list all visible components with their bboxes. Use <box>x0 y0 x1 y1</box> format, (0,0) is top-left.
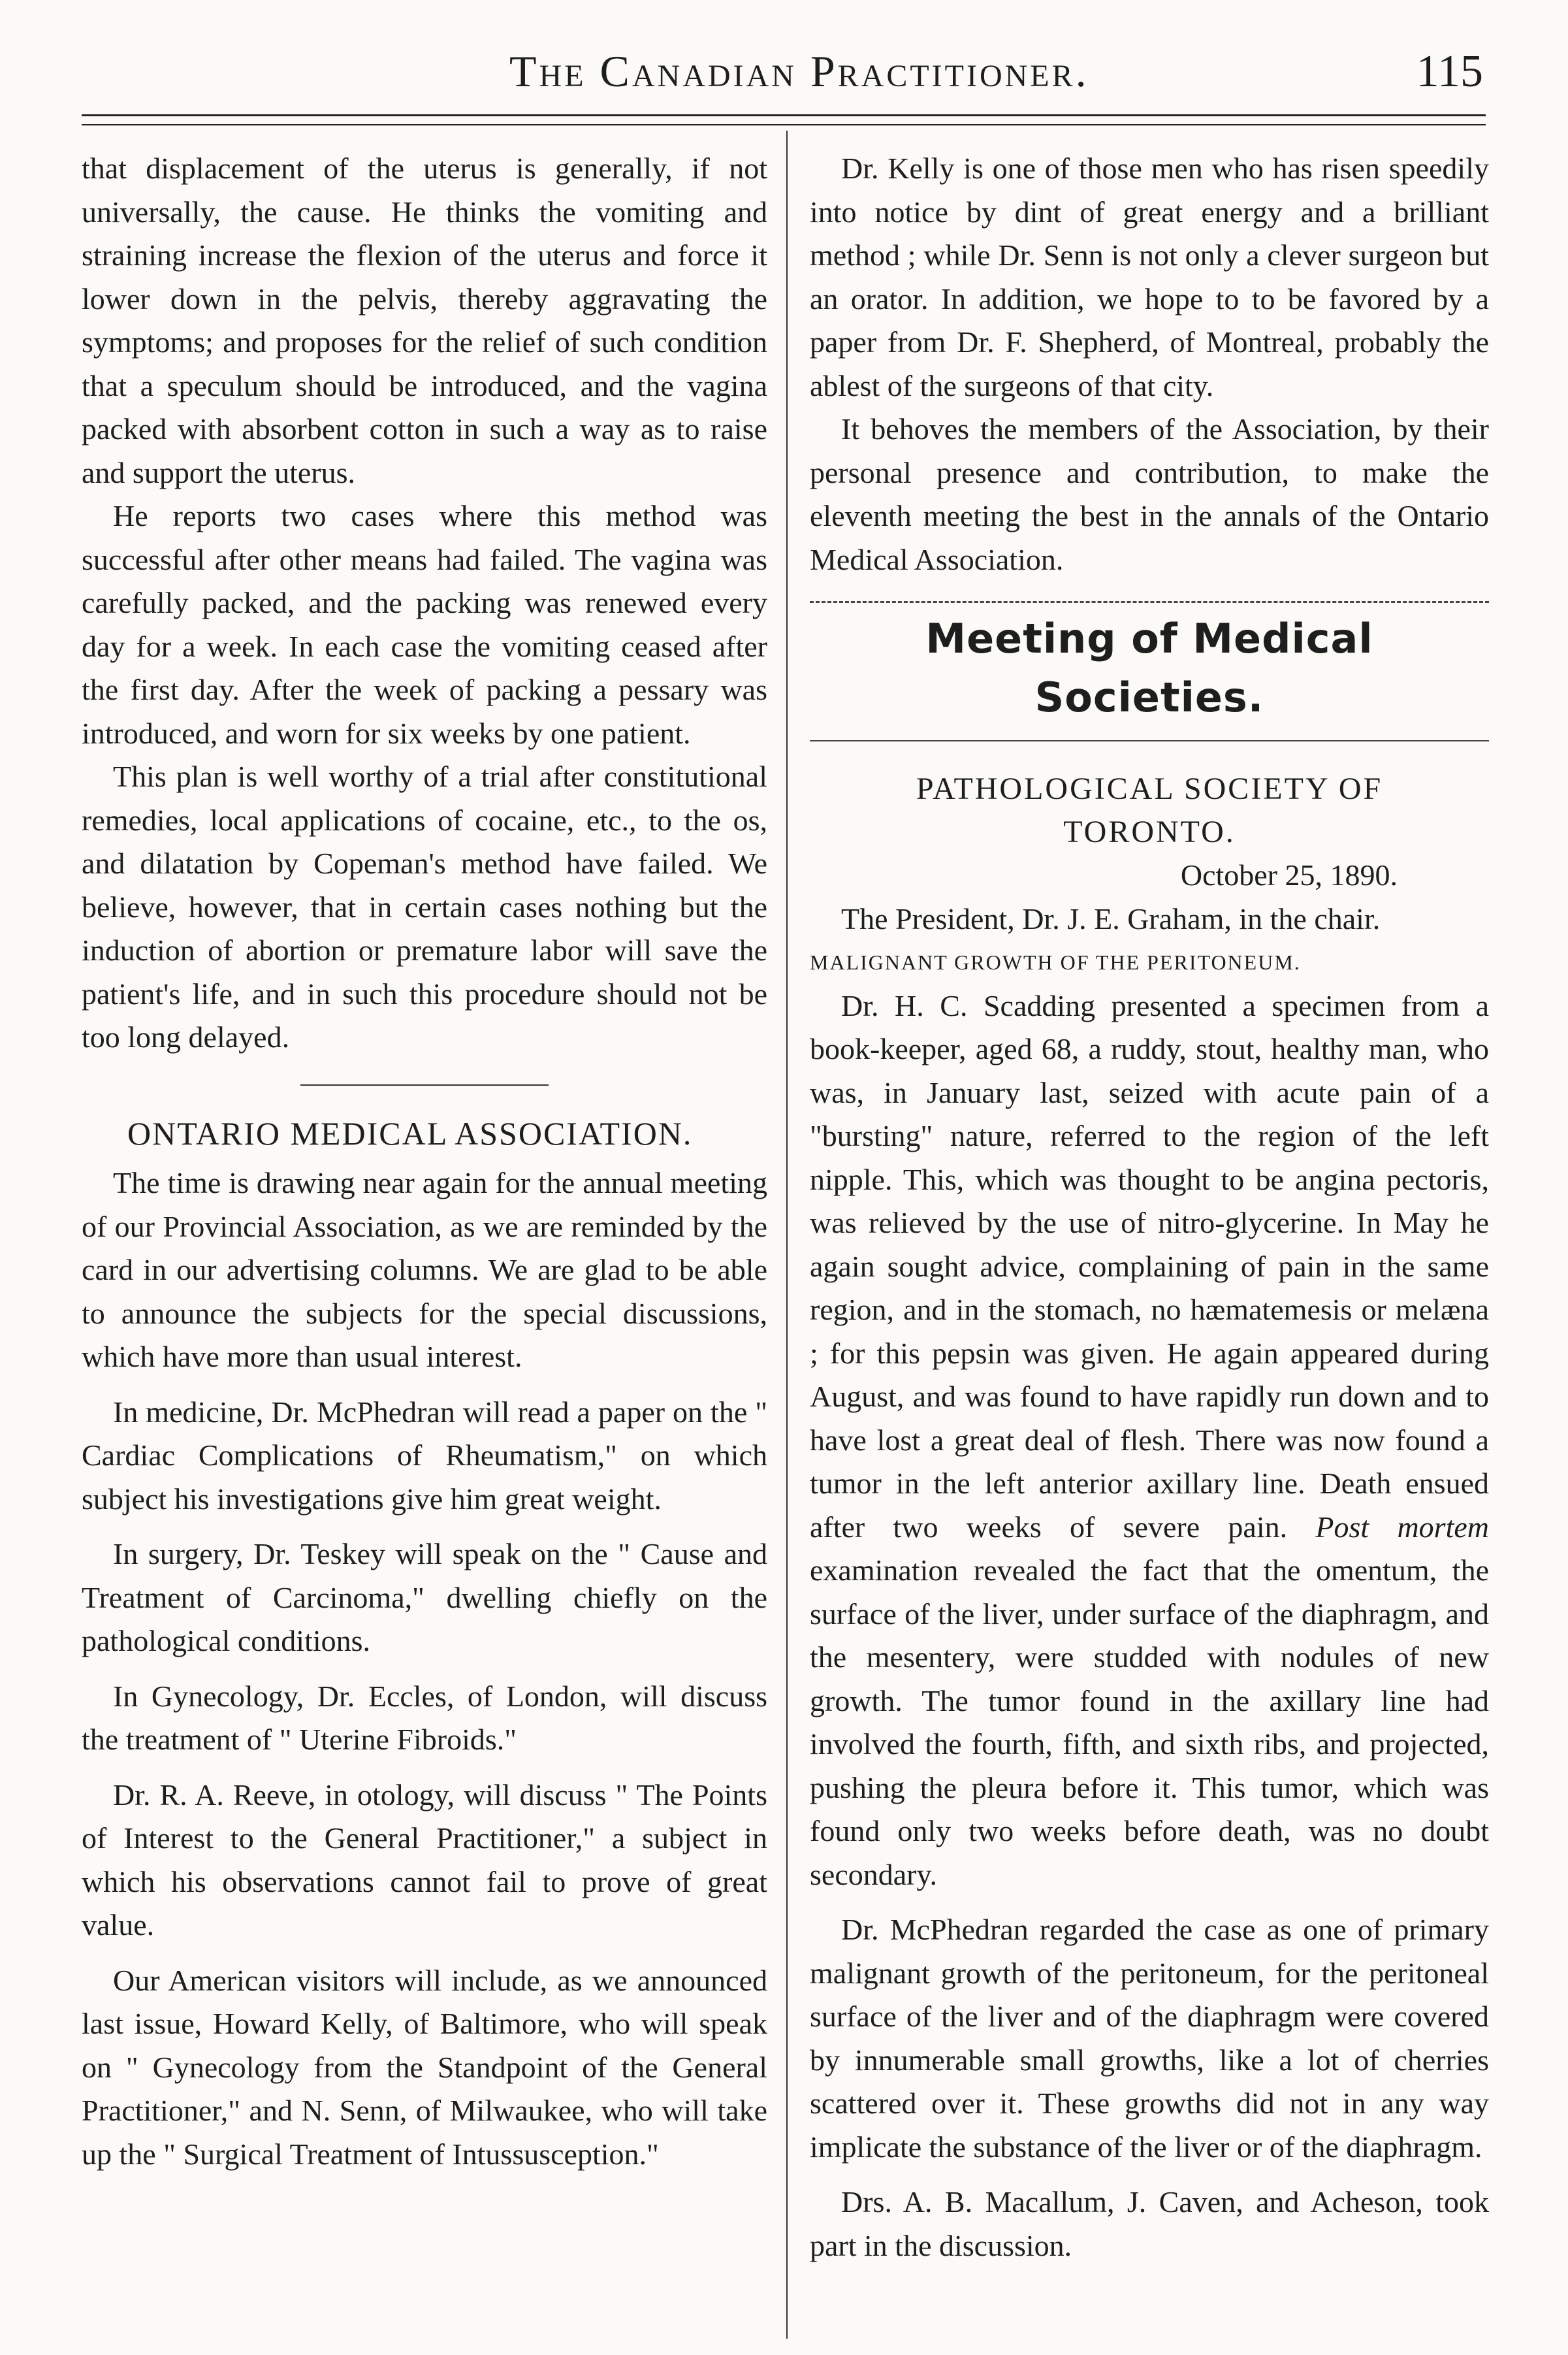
running-head <box>0 39 1568 111</box>
section-divider <box>300 1084 549 1086</box>
right-column <box>810 147 1489 2267</box>
column-divider <box>786 131 788 2339</box>
paragraph-text: Dr. H. C. Scadding presented a specimen from a book-keeper, aged 68, a ruddy, stout, healthy man, who was, in January last, seized with acute pain of a "bursting" nature, referred to the region of the left nipple. This, which was thought to be angina pectoris, was relieved by the use of nitro-glycerine. In May he again sought advice, complaining of pain in the same region, and in the stomach, no hæmatemesis or melæna ; for this pepsin was given. He again appeared during August, and was found to have rapidly run down and to have lost a great deal of flesh. There was now found a tumor in the left anterior axillary line. Death ensued after two weeks of severe pain. <box>810 988 1489 1544</box>
banner-rule-top <box>810 601 1489 603</box>
italic-phrase: Post mortem <box>1315 1510 1489 1544</box>
header-rule-thin <box>82 124 1486 125</box>
paragraph: This plan is well worthy of a trial after constitutional remedies, local applications of cocaine, etc., to the os, and dilatation by Copeman's method have failed. We believe, however, that in certain cases nothing but the induction of abortion or premature labor will save the patient's life, and in such this procedure should not be too long delayed. <box>82 760 767 1054</box>
paragraph: He reports two cases where this method was successful after other means had failed. The vagina was carefully packed, and the packing was renewed every day for a week. In each case the vomiting ceased after the first day. After the week of packing a pessary was introduced, and worn for six weeks by one patient. <box>82 499 767 750</box>
society-heading-line2: TORONTO. <box>1063 815 1236 849</box>
paragraph: Our American visitors will include, as we announced last issue, Howard Kelly, of Baltimore, who will speak on " Gynecology from the Standpoint of the General Practitioner," and N. Senn, of Milwaukee, who will take up the " Surgical Treatment of Intussusception." <box>82 1963 767 2171</box>
paragraph: Drs. A. B. Macallum, J. Caven, and Acheson, took part in the discussion. <box>810 2185 1489 2262</box>
chair-line: The President, Dr. J. E. Graham, in the chair. <box>841 901 1381 935</box>
paragraph: Dr. Kelly is one of those men who has risen speedily into notice by dint of great energy and a brilliant method ; while Dr. Senn is not only a clever surgeon but an orator. In addition, we hope to to be favored by a paper from Dr. F. Shepherd, of Montreal, probably the ablest of the surgeons of that city. <box>810 152 1489 402</box>
page-number: 115 <box>1416 46 1483 97</box>
header-rule <box>82 114 1486 116</box>
paragraph: Dr. R. A. Reeve, in otology, will discuss " The Points of Interest to the General Practitioner," a subject in which his observations cannot fail to prove of great value. <box>82 1778 767 1941</box>
society-heading-line1: PATHOLOGICAL SOCIETY OF <box>916 771 1383 806</box>
banner-rule-bottom <box>810 740 1489 741</box>
paragraph: In medicine, Dr. McPhedran will read a paper on the " Cardiac Complications of Rheumatism," on which subject his investigations give him great weight. <box>82 1395 767 1516</box>
meeting-date: October 25, 1890. <box>1180 858 1398 892</box>
subheading: MALIGNANT GROWTH OF THE PERITONEUM. <box>810 950 1301 974</box>
paragraph: that displacement of the uterus is generally, if not universally, the cause. He thinks the vomiting and straining increase the flexion of the uterus and force it lower down in the pelvis, thereby aggravating the symptoms; and proposes for the relief of such condition that a speculum should be introduced, and the vagina packed with absorbent cotton in such a way as to raise and support the uterus. <box>82 152 767 489</box>
paragraph: The time is drawing near again for the annual meeting of our Provincial Association, as we are reminded by the card in our advertising columns. We are glad to be able to announce the subjects for the special discussions, which have more than usual interest. <box>82 1166 767 1373</box>
paragraph <box>810 984 1489 1897</box>
paragraph: Dr. McPhedran regarded the case as one of primary malignant growth of the peritoneum, for the peritoneal surface of the liver and of the diaphragm were covered by innumerable small growths, like a lot of cherries scattered over it. These growths did not in any way implicate the substance of the liver or of the diaphragm. <box>810 1913 1489 2164</box>
journal-title: The Canadian Practitioner. <box>509 46 1089 96</box>
paragraph-text-cont: examination revealed the fact that the omentum, the surface of the liver, under surface of the diaphragm, and the mesentery, were studded with nodules of new growth. The tumor found in the axillary line had involved the fourth, fifth, and sixth ribs, and projected, pushing the pleura before it. This tumor, which was found only two weeks before death, was no doubt secondary. <box>810 1553 1489 1891</box>
paragraph: In Gynecology, Dr. Eccles, of London, will discuss the treatment of " Uterine Fibroids." <box>82 1679 767 1756</box>
paragraph: It behoves the members of the Association, by their personal presence and contribution, to make the eleventh meeting the best in the annals of the Ontario Medical Association. <box>810 412 1489 576</box>
section-banner-title: Meeting of Medical Societies. <box>925 615 1373 721</box>
paragraph: In surgery, Dr. Teskey will speak on the " Cause and Treatment of Carcinoma," dwelling chiefly on the pathological conditions. <box>82 1537 767 1657</box>
section-heading: ONTARIO MEDICAL ASSOCIATION. <box>127 1114 693 1152</box>
left-column <box>82 147 767 2176</box>
